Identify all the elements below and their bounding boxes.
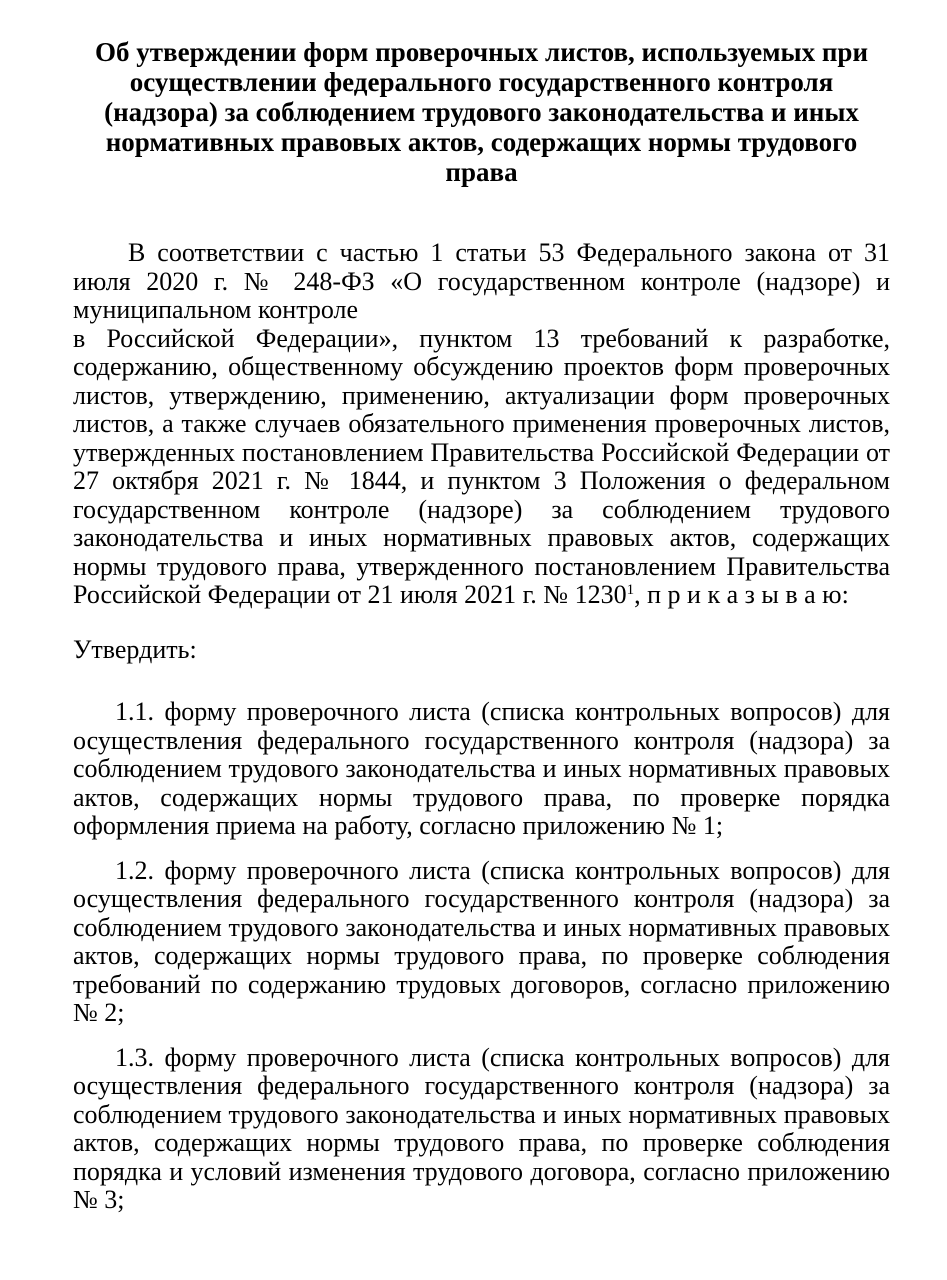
approve-heading: Утвердить: xyxy=(73,634,197,664)
order-item-1-2-number: 1.2. xyxy=(115,855,154,885)
intro-paragraph-part2-text: в Российской Федерации», пунктом 13 требований к разработке, содержанию, общественному обсуждению проектов форм проверочных листов, утверждению, применению, актуализации форм проверочных листов, а также случаев обязательного применения проверочных листов, утвержденных постановлением Правительства Российской Федерации от 27 октября 2021 г. № 1844, и пунктом 3 Положения о федеральном государственном контроле (надзоре) за соблюдением трудового законодательства и иных нормативных правовых актов, содержащих нормы трудового права, утвержденного постановлением Правительства Российской Федерации от 21 июля 2021 г. № 1230 xyxy=(73,323,890,609)
intro-paragraph-part1: В соответствии с частью 1 статьи 53 Федерального закона от 31 июля 2020 г. № 248-ФЗ «О государственном контроле (надзоре) и муниципальном контроле xyxy=(73,238,890,324)
order-item-1-2-text: форму проверочного листа (списка контрольных вопросов) для осуществления федерального государственного контроля (надзора) за соблюдением трудового законодательства и иных нормативных правовых актов, содержащих нормы трудового права, по проверке соблюдения требований по содержанию трудовых договоров, согласно приложению № 2; xyxy=(73,855,891,1027)
order-item-1-3-number: 1.3. xyxy=(115,1042,154,1072)
footnote-reference-1: 1 xyxy=(626,582,635,598)
order-verb-text: , п р и к а з ы в а ю: xyxy=(634,580,849,609)
order-item-1-3-text: форму проверочного листа (списка контрольных вопросов) для осуществления федерального государственного контроля (надзора) за соблюдением трудового законодательства и иных нормативных правовых актов, содержащих нормы трудового права, по проверке соблюдения порядка и условий изменения трудового договора, согласно приложению № 3; xyxy=(73,1042,891,1214)
intro-paragraph-part2 xyxy=(73,325,890,610)
order-item-1-1-text: форму проверочного листа (списка контрольных вопросов) для осуществления федерального государственного контроля (надзора) за соблюдением трудового законодательства и иных нормативных правовых актов, содержащих нормы трудового права, по проверке порядка оформления приема на работу, согласно приложению № 1; xyxy=(73,697,891,840)
order-item-1-1-number: 1.1. xyxy=(115,697,154,726)
order-item-1-2 xyxy=(73,857,890,1028)
document-title: Об утверждении форм проверочных листов, используемых при осуществлении федерального государственного контроля (надзора) за соблюдением трудового законодательства и иных нормативных правовых актов, содержащих нормы трудового права xyxy=(94,37,869,187)
order-item-1-1 xyxy=(73,698,890,841)
order-item-1-3 xyxy=(73,1044,890,1215)
